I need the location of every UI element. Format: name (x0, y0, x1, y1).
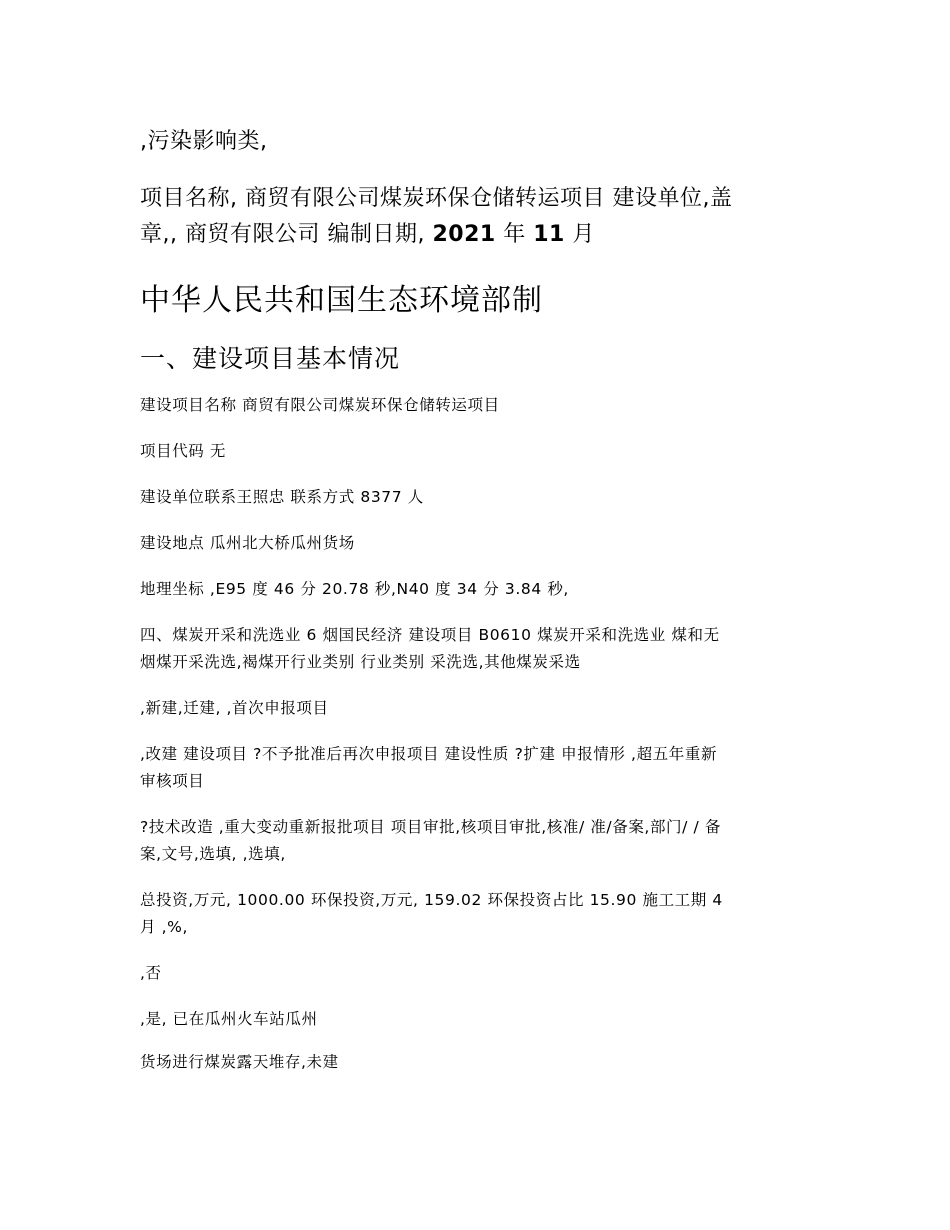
coordinates-line: 地理坐标 ,E95 度 46 分 20.78 秒,N40 度 34 分 3.84 秒, (140, 580, 569, 598)
month-unit: 月 (564, 222, 595, 247)
storage-status-line: 货场进行煤炭露天堆存,未建 (140, 1053, 339, 1071)
construction-nature-line-2: ,改建 建设项目 ?不予批准后再次申报项目 建设性质 ?扩建 申报情形 ,超五年重新 (140, 745, 718, 763)
approval-line-2: 案,文号,选填, ,选填, (140, 845, 286, 863)
project-info-prefix: 章,, 商贸有限公司 编制日期, (140, 222, 433, 247)
construction-nature-line-1: ,新建,迁建, ,首次申报项目 (140, 699, 329, 717)
investment-line-1: 总投资,万元, 1000.00 环保投资,万元, 159.02 环保投资占比 15.90 施工工期 4 (140, 891, 723, 909)
location-line: 建设地点 瓜州北大桥瓜州货场 (140, 534, 355, 552)
report-category: ,污染影响类, (140, 129, 268, 154)
project-info-line-2 (140, 217, 595, 248)
compile-year: 2021 (432, 222, 496, 247)
project-info-line-1: 项目名称, 商贸有限公司煤炭环保仓储转运项目 建设单位,盖 (140, 186, 733, 211)
ministry-title: 中华人民共和国生态环境部制 (140, 283, 543, 318)
compile-month: 11 (533, 222, 565, 247)
industry-line-1: 四、煤炭开采和洗选业 6 烟国民经济 建设项目 B0610 煤炭开采和洗选业 煤和无 (140, 626, 720, 644)
option-no-line: ,否 (140, 964, 162, 982)
contact-line: 建设单位联系王照忠 联系方式 8377 人 (140, 488, 424, 506)
industry-line-2: 烟煤开采洗选,褐煤开行业类别 行业类别 采洗选,其他煤炭采选 (140, 653, 581, 671)
investment-line-2: 月 ,%, (140, 918, 189, 936)
construction-nature-line-3: 审核项目 (140, 772, 205, 790)
section-heading: 一、建设项目基本情况 (140, 344, 401, 373)
project-code-line: 项目代码 无 (140, 442, 227, 460)
approval-line-1: ?技术改造 ,重大变动重新报批项目 项目审批,核项目审批,核准/ 准/备案,部门/ / 备 (140, 818, 721, 836)
year-unit: 年 (495, 222, 534, 247)
option-yes-line: ,是, 已在瓜州火车站瓜州 (140, 1010, 318, 1028)
project-name-line: 建设项目名称 商贸有限公司煤炭环保仓储转运项目 (140, 396, 500, 414)
